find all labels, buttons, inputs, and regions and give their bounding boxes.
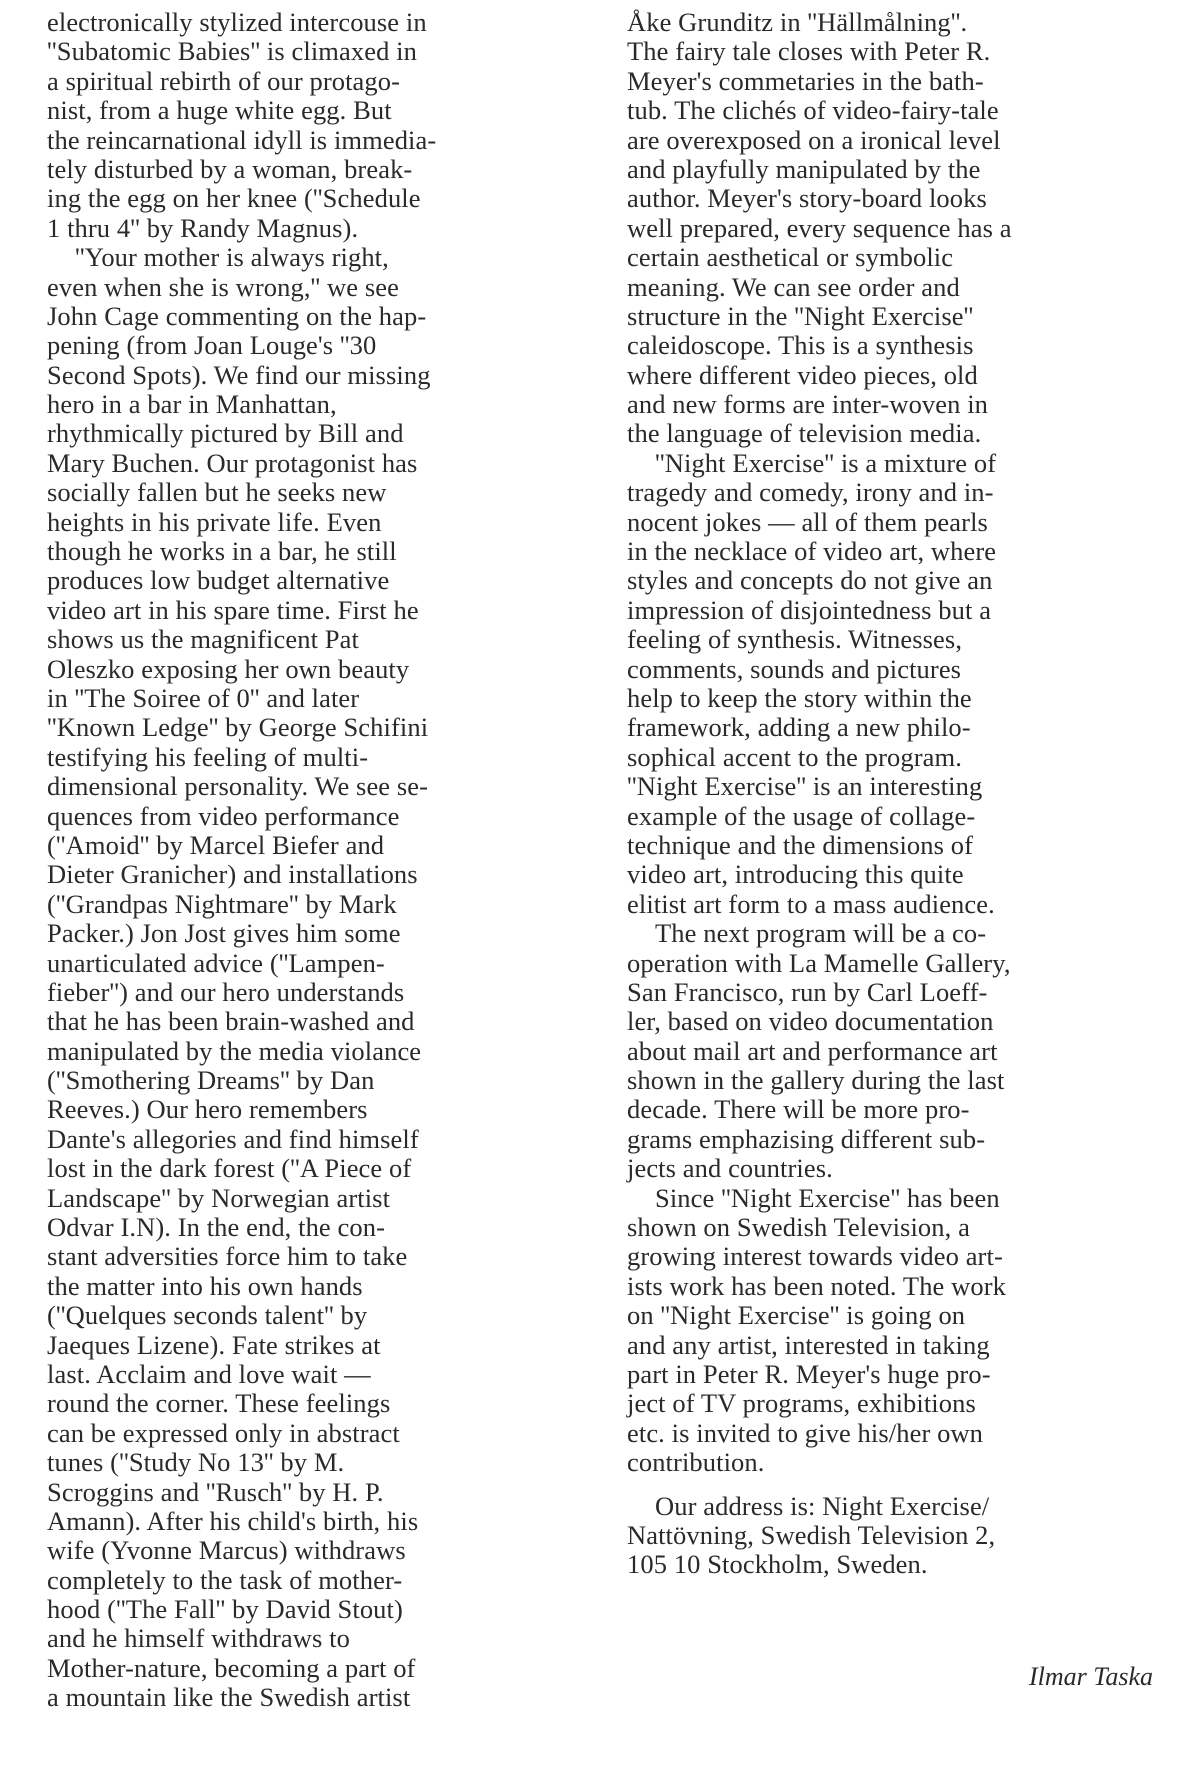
text-line: Amann). After his child's birth, his: [47, 1505, 419, 1536]
article-column-right: [627, 8, 1127, 1580]
text-line: example of the usage of collage-: [627, 800, 976, 831]
text-line: in ''The Soiree of 0'' and later: [47, 682, 360, 713]
text-line: feeling of synthesis. Witnesses,: [627, 624, 963, 655]
text-line: (''Smothering Dreams'' by Dan: [47, 1065, 375, 1096]
text-line: round the corner. These feelings: [47, 1388, 391, 1419]
text-line: Our address is: Night Exercise/: [655, 1490, 990, 1521]
text-line: nocent jokes — all of them pearls: [627, 506, 988, 537]
text-line: quences from video performance: [47, 800, 400, 831]
text-line: last. Acclaim and love wait —: [47, 1358, 371, 1389]
text-line: Mary Buchen. Our protagonist has: [47, 447, 418, 478]
text-line: video art in his spare time. First he: [47, 594, 419, 625]
text-line: framework, adding a new philo-: [627, 712, 971, 743]
text-line: Nattövning, Swedish Television 2,: [627, 1519, 996, 1550]
text-line: growing interest towards video art-: [627, 1241, 1003, 1272]
text-line: operation with La Mamelle Gallery,: [627, 947, 1011, 978]
text-line: tub. The clichés of video-fairy-tale: [627, 95, 999, 126]
author-signature: Ilmar Taska: [1028, 1662, 1153, 1691]
text-line: Landscape'' by Norwegian artist: [47, 1182, 391, 1213]
text-line: socially fallen but he seeks new: [47, 477, 387, 508]
text-line: ''Subatomic Babies'' is climaxed in: [47, 36, 417, 67]
text-line: sophical accent to the program.: [627, 741, 962, 772]
text-line: manipulated by the media violance: [47, 1035, 422, 1066]
text-line: technique and the dimensions of: [627, 829, 974, 860]
text-line: grams emphazising different sub-: [627, 1123, 986, 1154]
text-line: author. Meyer's story-board looks: [627, 183, 987, 214]
text-line: Åke Grunditz in ''Hällmålning''.: [627, 7, 968, 37]
text-line: ject of TV programs, exhibitions: [627, 1388, 976, 1419]
text-line: hero in a bar in Manhattan,: [47, 389, 337, 420]
text-line: help to keep the story within the: [627, 682, 972, 713]
text-line: impression of disjointedness but a: [627, 594, 992, 625]
text-line: ''Known Ledge'' by George Schifini: [47, 712, 429, 743]
text-line: the matter into his own hands: [47, 1270, 363, 1301]
text-line: nist, from a huge white egg. But: [47, 95, 392, 126]
text-line: video art, introducing this quite: [627, 859, 964, 890]
text-line: in the necklace of video art, where: [627, 536, 997, 567]
text-line: styles and concepts do not give an: [627, 565, 993, 596]
text-line: stant adversities force him to take: [47, 1241, 408, 1272]
text-line: unarticulated advice (''Lampen-: [47, 947, 385, 978]
text-line: rhythmically pictured by Bill and: [47, 418, 404, 449]
text-line: and he himself withdraws to: [47, 1623, 350, 1654]
text-line: heights in his private life. Even: [47, 506, 382, 537]
text-line: meaning. We can see order and: [627, 271, 960, 302]
text-line: even when she is wrong,'' we see: [47, 271, 399, 302]
text-line: shown on Swedish Television, a: [627, 1212, 970, 1243]
text-line: a mountain like the Swedish artist: [47, 1682, 411, 1713]
text-line: ing the egg on her knee (''Schedule: [47, 183, 421, 214]
text-line: hood (''The Fall'' by David Stout): [47, 1594, 403, 1625]
text-line: pening (from Joan Louge's ''30: [47, 330, 377, 361]
text-line: (''Grandpas Nightmare'' by Mark: [47, 888, 397, 919]
text-line: well prepared, every sequence has a: [627, 212, 1012, 243]
text-line: (''Amoid'' by Marcel Biefer and: [47, 829, 385, 860]
text-line: and new forms are inter-woven in: [627, 389, 989, 420]
paragraph-gap: [627, 1478, 1127, 1492]
text-line: ''Your mother is always right,: [75, 242, 389, 273]
text-line: The next program will be a co-: [655, 918, 987, 949]
text-line: about mail art and performance art: [627, 1035, 998, 1066]
text-line: Since ''Night Exercise'' has been: [655, 1182, 1000, 1213]
text-line: Reeves.) Our hero remembers: [47, 1094, 368, 1125]
text-line: part in Peter R. Meyer's huge pro-: [627, 1358, 991, 1389]
text-line: tely disturbed by a woman, break-: [47, 153, 413, 184]
text-line: wife (Yvonne Marcus) withdraws: [47, 1535, 406, 1566]
text-line: decade. There will be more pro-: [627, 1094, 970, 1125]
text-line: tunes (''Study No 13'' by M.: [47, 1447, 345, 1478]
text-line: ler, based on video documentation: [627, 1006, 994, 1037]
text-line: 105 10 Stockholm, Sweden.: [627, 1549, 928, 1580]
text-line: are overexposed on a ironical level: [627, 124, 1001, 155]
text-line: and any artist, interested in taking: [627, 1329, 990, 1360]
text-line: tragedy and comedy, irony and in-: [627, 477, 994, 508]
text-line: shown in the gallery during the last: [627, 1065, 1005, 1096]
text-line: can be expressed only in abstract: [47, 1417, 400, 1448]
article-column-left: [47, 8, 547, 1713]
text-line: The fairy tale closes with Peter R.: [627, 36, 991, 67]
text-line: lost in the dark forest (''A Piece of: [47, 1153, 412, 1184]
text-line: ists work has been noted. The work: [627, 1270, 1006, 1301]
text-line: Packer.) Jon Jost gives him some: [47, 918, 401, 949]
text-line: Jaeques Lizene). Fate strikes at: [47, 1329, 381, 1360]
text-line: dimensional personality. We see se-: [47, 771, 429, 802]
text-line: elitist art form to a mass audience.: [627, 888, 995, 919]
text-line: completely to the task of mother-: [47, 1564, 403, 1595]
text-line: Scroggins and ''Rusch'' by H. P.: [47, 1476, 384, 1507]
text-line: ''Night Exercise'' is an interesting: [627, 771, 983, 802]
text-line: on ''Night Exercise'' is going on: [627, 1300, 966, 1331]
text-line: shows us the magnificent Pat: [47, 624, 359, 655]
text-line: Odvar I.N). In the end, the con-: [47, 1212, 386, 1243]
text-line: Mother-nature, becoming a part of: [47, 1652, 416, 1683]
text-line: a spiritual rebirth of our protago-: [47, 65, 401, 96]
text-line: jects and countries.: [627, 1153, 833, 1184]
text-line: Dieter Granicher) and installations: [47, 859, 418, 890]
text-line: San Francisco, run by Carl Loeff-: [627, 976, 988, 1007]
text-line: Dante's allegories and find himself: [47, 1123, 419, 1154]
text-line: ''Night Exercise'' is a mixture of: [655, 447, 997, 478]
text-line: that he has been brain-washed and: [47, 1006, 415, 1037]
text-line: contribution.: [627, 1447, 765, 1478]
text-line: electronically stylized intercouse in: [47, 7, 427, 37]
text-line: the language of television media.: [627, 418, 982, 449]
text-line: Oleszko exposing her own beauty: [47, 653, 410, 684]
text-line: Meyer's commetaries in the bath-: [627, 65, 984, 96]
text-line: comments, sounds and pictures: [627, 653, 962, 684]
text-line: Second Spots). We find our missing: [47, 359, 431, 390]
text-line: 1 thru 4'' by Randy Magnus).: [47, 212, 359, 243]
text-line: and playfully manipulated by the: [627, 153, 981, 184]
text-line: structure in the ''Night Exercise'': [627, 300, 974, 331]
text-line: produces low budget alternative: [47, 565, 390, 596]
text-line: John Cage commenting on the hap-: [47, 300, 427, 331]
text-line: where different video pieces, old: [627, 359, 978, 390]
text-line: caleidoscope. This is a synthesis: [627, 330, 974, 361]
text-line: (''Quelques seconds talent'' by: [47, 1300, 368, 1331]
text-line: etc. is invited to give his/her own: [627, 1417, 984, 1448]
text-line: though he works in a bar, he still: [47, 536, 397, 567]
text-line: certain aesthetical or symbolic: [627, 242, 954, 273]
text-line: the reincarnational idyll is immedia-: [47, 124, 437, 155]
text-line: fieber'') and our hero understands: [47, 976, 405, 1007]
text-line: testifying his feeling of multi-: [47, 741, 369, 772]
